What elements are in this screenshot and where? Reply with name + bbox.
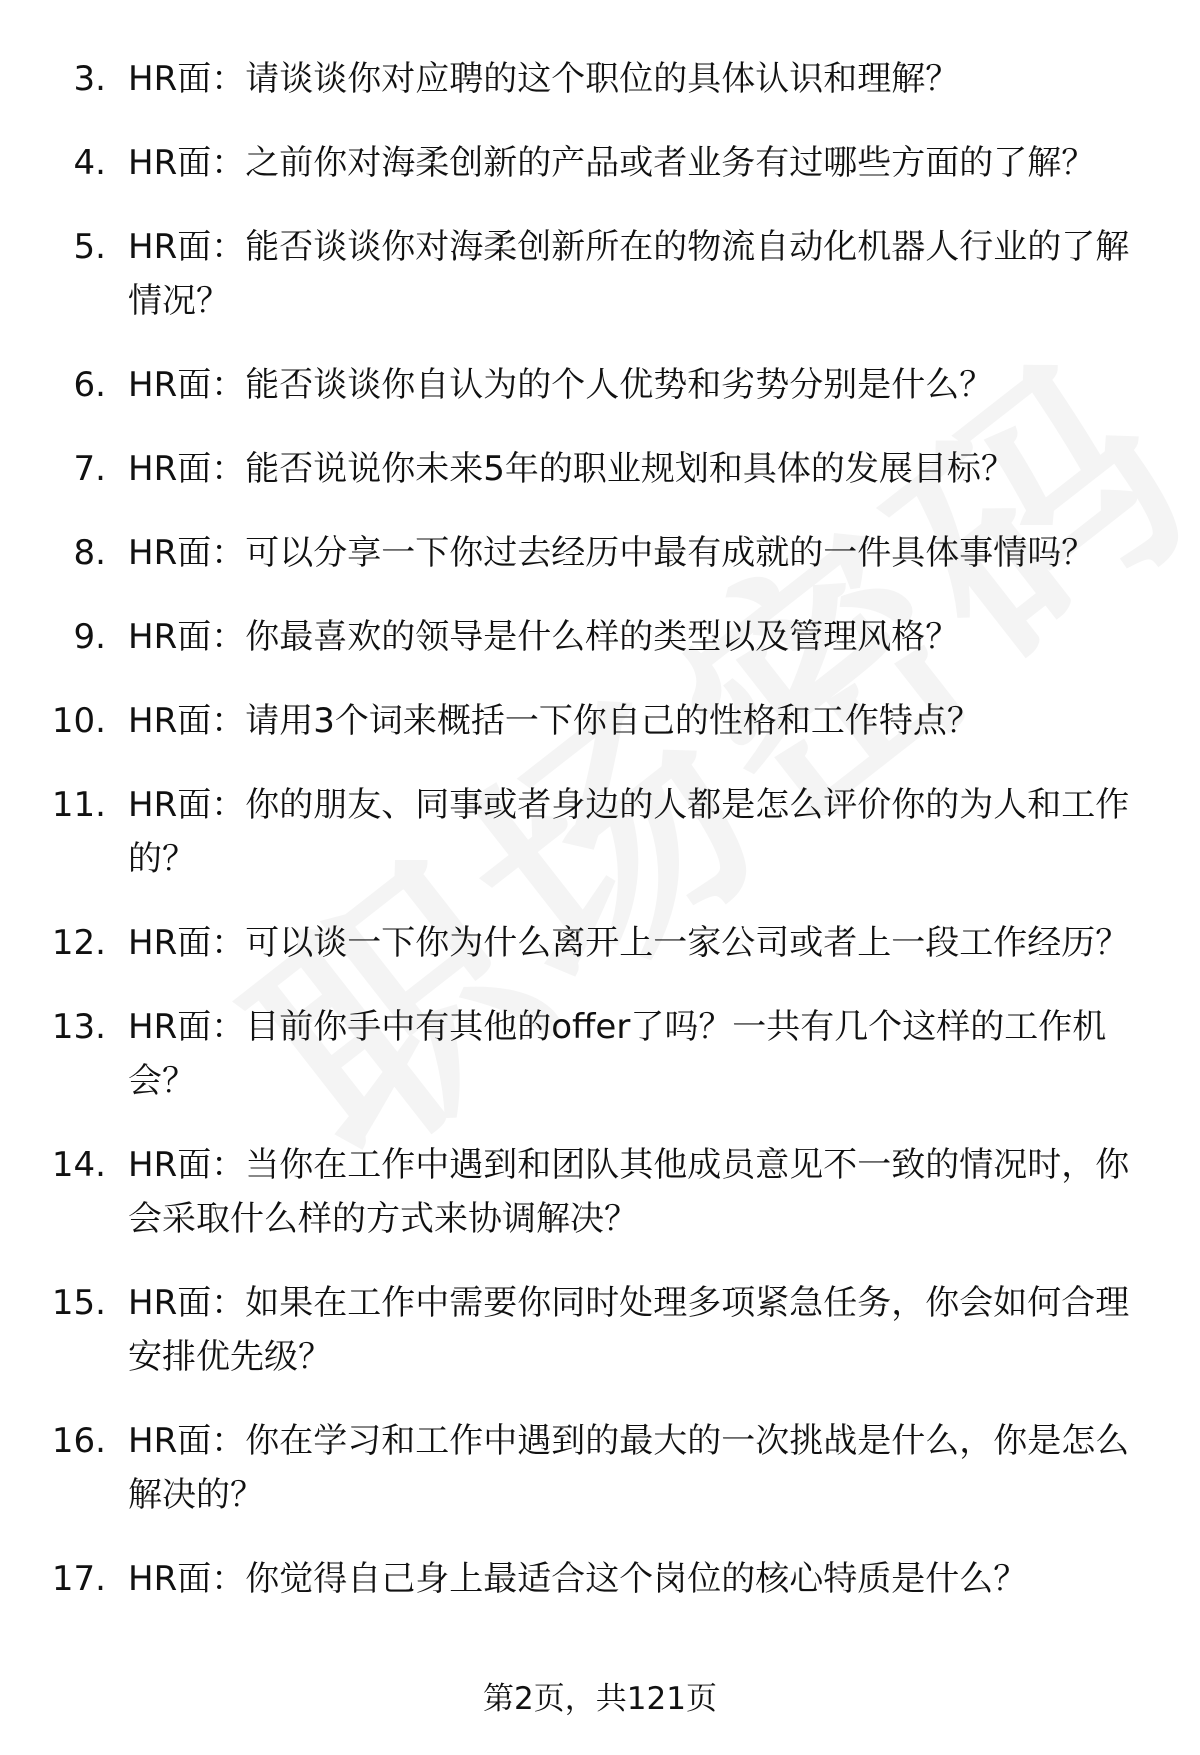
page-footer: 第2页，共121页 bbox=[483, 1681, 717, 1717]
question-text: HR面：你觉得自己身上最适合这个岗位的核心特质是什么？ bbox=[128, 1559, 1028, 1599]
question-number: 3. bbox=[73, 59, 106, 99]
question-number: 9. bbox=[73, 617, 106, 657]
question-item bbox=[0, 526, 1200, 580]
question-text: HR面：可以谈一下你为什么离开上一家公司或者上一段工作经历？ bbox=[128, 923, 1130, 963]
question-number: 8. bbox=[73, 533, 106, 573]
question-item bbox=[0, 610, 1200, 664]
question-item bbox=[0, 1000, 1200, 1108]
question-number: 13. bbox=[51, 1007, 106, 1047]
question-text: HR面：如果在工作中需要你同时处理多项紧急任务，你会如何合理安排优先级？ bbox=[128, 1283, 1130, 1377]
question-item bbox=[0, 136, 1200, 190]
question-item bbox=[0, 52, 1200, 106]
question-text: HR面：目前你手中有其他的offer了吗？一共有几个这样的工作机会？ bbox=[128, 1007, 1107, 1101]
question-item bbox=[0, 694, 1200, 748]
question-number: 17. bbox=[51, 1559, 106, 1599]
question-item bbox=[0, 1276, 1200, 1384]
question-number: 6. bbox=[73, 365, 106, 405]
question-number: 11. bbox=[51, 785, 106, 825]
question-item bbox=[0, 778, 1200, 886]
question-number: 14. bbox=[51, 1145, 106, 1185]
question-text: HR面：可以分享一下你过去经历中最有成就的一件具体事情吗？ bbox=[128, 533, 1096, 573]
question-number: 4. bbox=[73, 143, 106, 183]
question-text: HR面：之前你对海柔创新的产品或者业务有过哪些方面的了解？ bbox=[128, 143, 1096, 183]
question-text: HR面：你的朋友、同事或者身边的人都是怎么评价你的为人和工作的？ bbox=[128, 785, 1130, 879]
question-item bbox=[0, 916, 1200, 970]
question-item bbox=[0, 1414, 1200, 1522]
question-item bbox=[0, 442, 1200, 496]
question-text: HR面：请谈谈你对应聘的这个职位的具体认识和理解？ bbox=[128, 59, 960, 99]
question-item bbox=[0, 1138, 1200, 1246]
question-number: 12. bbox=[51, 923, 106, 963]
question-text: HR面：能否谈谈你自认为的个人优势和劣势分别是什么？ bbox=[128, 365, 994, 405]
question-text: HR面：你在学习和工作中遇到的最大的一次挑战是什么，你是怎么解决的？ bbox=[128, 1421, 1130, 1515]
question-number: 15. bbox=[51, 1283, 106, 1323]
question-text: HR面：能否谈谈你对海柔创新所在的物流自动化机器人行业的了解情况？ bbox=[128, 227, 1130, 321]
question-text: HR面：能否说说你未来5年的职业规划和具体的发展目标？ bbox=[128, 449, 1015, 489]
question-list bbox=[0, 52, 1200, 1636]
question-item bbox=[0, 358, 1200, 412]
question-item bbox=[0, 1552, 1200, 1606]
question-number: 5. bbox=[73, 227, 106, 267]
question-item bbox=[0, 220, 1200, 328]
question-number: 16. bbox=[51, 1421, 106, 1461]
question-number: 7. bbox=[73, 449, 106, 489]
question-text: HR面：你最喜欢的领导是什么样的类型以及管理风格？ bbox=[128, 617, 960, 657]
question-number: 10. bbox=[51, 701, 106, 741]
question-text: HR面：当你在工作中遇到和团队其他成员意见不一致的情况时，你会采取什么样的方式来协调解决？ bbox=[128, 1145, 1130, 1239]
question-text: HR面：请用3个词来概括一下你自己的性格和工作特点？ bbox=[128, 701, 981, 741]
